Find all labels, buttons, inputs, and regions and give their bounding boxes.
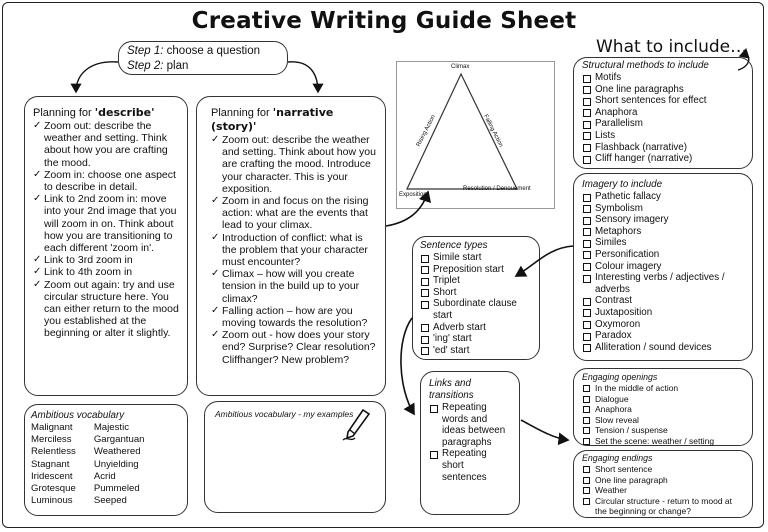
structural-item: Flashback (narrative) [582,142,744,154]
narrative-item: ✓ Zoom in and focus on the rising action: what are the events that lead to your climax. [211,195,377,232]
structural-item: Lists [582,130,744,142]
describe-item: ✓ Link to 4th zoom in [33,266,179,278]
imagery-item: Metaphors [582,226,744,238]
endings-item: One line paragraph [582,475,744,486]
arrow-sentences-to-links [401,318,414,414]
vocab-word: Weathered [93,446,141,458]
arrow-narrative-to-diagram [386,192,428,226]
structural-item: One line paragraphs [582,84,744,96]
what-to-include-heading: What to include… [596,37,748,57]
sentence-type-item: 'ing' start [420,333,532,345]
page-title: Creative Writing Guide Sheet [191,8,577,34]
climax-label: Climax [451,64,470,70]
sentence-type-item: Preposition start [420,264,532,276]
vocab-word: Seeped [93,495,127,507]
describe-item: ✓ Link to 3rd zoom in [33,254,179,266]
vocab-word: Gargantuan [93,434,145,446]
narrative-item: ✓ Introduction of conflict: what is the problem that your character must encounter? [211,232,377,269]
describe-heading: Planning for 'describe' [33,106,155,119]
openings-item: Tension / suspense [582,425,744,436]
step2-label: Step 2: [127,60,164,72]
arrow-steps-to-describe [76,62,118,92]
endings-heading: Engaging endings [582,453,653,463]
endings-item: Circular structure - return to mood at the beginning or change? [582,496,744,517]
openings-heading: Engaging openings [582,372,658,382]
narrative-item: ✓ Climax – how will you create tension in the build up to your climax? [211,268,377,305]
rising-action-label: Rising Action [415,114,437,148]
structural-heading: Structural methods to include [582,60,709,71]
endings-item: Weather [582,485,744,496]
imagery-item: Personification [582,249,744,261]
describe-item: ✓ Zoom out: describe the weather and setting. Think about how you are crafting the mood. [33,120,179,169]
sentence-type-item: Simile start [420,252,532,264]
exposition-label: Exposition [399,192,427,198]
arrow-imagery-to-sentences [516,246,573,276]
imagery-item: Oxymoron [582,319,744,331]
sentence-type-item: 'ed' start [420,345,532,357]
sentence-type-item: Subordinate clause start [420,298,532,321]
openings-item: Set the scene: weather / setting [582,436,744,447]
imagery-heading: Imagery to include [582,179,663,190]
structural-item: Anaphora [582,107,744,119]
imagery-item: Contrast [582,295,744,307]
vocab-word: Malignant [31,422,73,433]
falling-action-label: Falling Action [482,113,504,149]
step1-label: Step 1: [127,45,164,57]
narrative-item: ✓ Zoom out - how does your story end? Surprise? Clear resolution? Cliffhanger? New problem? [211,329,377,366]
vocab-word: Stagnant [31,458,70,470]
sentence-types-heading: Sentence types [420,240,488,251]
narrative-heading: Planning for 'narrative (story)' [211,106,334,133]
arrow-what-to-structural [738,55,749,70]
step1-text: choose a question [166,45,261,57]
vocab-word: Luminous [31,495,73,507]
openings-item: Dialogue [582,394,744,405]
endings-item: Short sentence [582,464,744,475]
my-examples-heading: Ambitious vocabulary - my examples [215,409,354,419]
describe-item: ✓ Zoom in: choose one aspect to describe in detail. [33,169,179,193]
describe-item: ✓ Zoom out again: try and use circular structure here. You can either return to the mood you established at the beginning or alter it slightly. [33,279,179,340]
imagery-item: Paradox [582,330,744,342]
narrative-item: ✓ Zoom out: describe the weather and setting. Think about how you are crafting the mood. Introduce your character. This is your exposition. [211,134,377,195]
openings-item: In the middle of action [582,383,744,394]
step2-text: plan [166,60,189,72]
resolution-label: Resolution / Denouement [463,186,531,192]
structural-item: Parallelism [582,118,744,130]
vocab-word: Iridescent [31,470,73,482]
sentence-type-item: Triplet [420,275,532,287]
openings-item: Slow reveal [582,415,744,426]
vocab-word: Unyielding [93,458,139,470]
arrow-steps-to-narrative [288,62,318,92]
narrative-item: ✓ Falling action – how are you moving towards the resolution? [211,305,377,329]
structural-item: Motifs [582,72,744,84]
imagery-item: Similes [582,237,744,249]
links-item: Repeating words and ideas between paragraphs [429,402,511,448]
sentence-type-item: Adverb start [420,322,532,334]
vocab-word: Acrid [93,470,116,482]
imagery-item: Colour imagery [582,261,744,273]
imagery-item: Juxtaposition [582,307,744,319]
sentence-type-item: Short [420,287,532,299]
describe-item: ✓ Link to 2nd zoom in: move into your 2nd image that you will zoom in on. Think about how you are transitioning to each different 'zoom in'. [33,193,179,254]
arrow-links-to-openings [521,420,568,440]
vocab-word: Relentless [31,446,76,458]
vocab-word: Grotesque [31,483,76,495]
structural-item: Cliff hanger (narrative) [582,153,744,165]
imagery-item: Symbolism [582,203,744,215]
vocab-heading: Ambitious vocabulary [31,410,125,421]
vocab-word: Merciless [31,434,72,446]
imagery-item: Alliteration / sound devices [582,342,744,354]
imagery-item: Pathetic fallacy [582,191,744,203]
structural-item: Short sentences for effect [582,95,744,107]
vocab-word: Majestic [93,422,129,433]
imagery-item: Interesting verbs / adjectives / adverbs [582,272,744,295]
imagery-item: Sensory imagery [582,214,744,226]
openings-item: Anaphora [582,404,744,415]
links-item: Repeating short sentences [429,448,511,483]
links-heading: Links and transitions [429,378,474,401]
vocab-word: Pummeled [93,483,140,495]
